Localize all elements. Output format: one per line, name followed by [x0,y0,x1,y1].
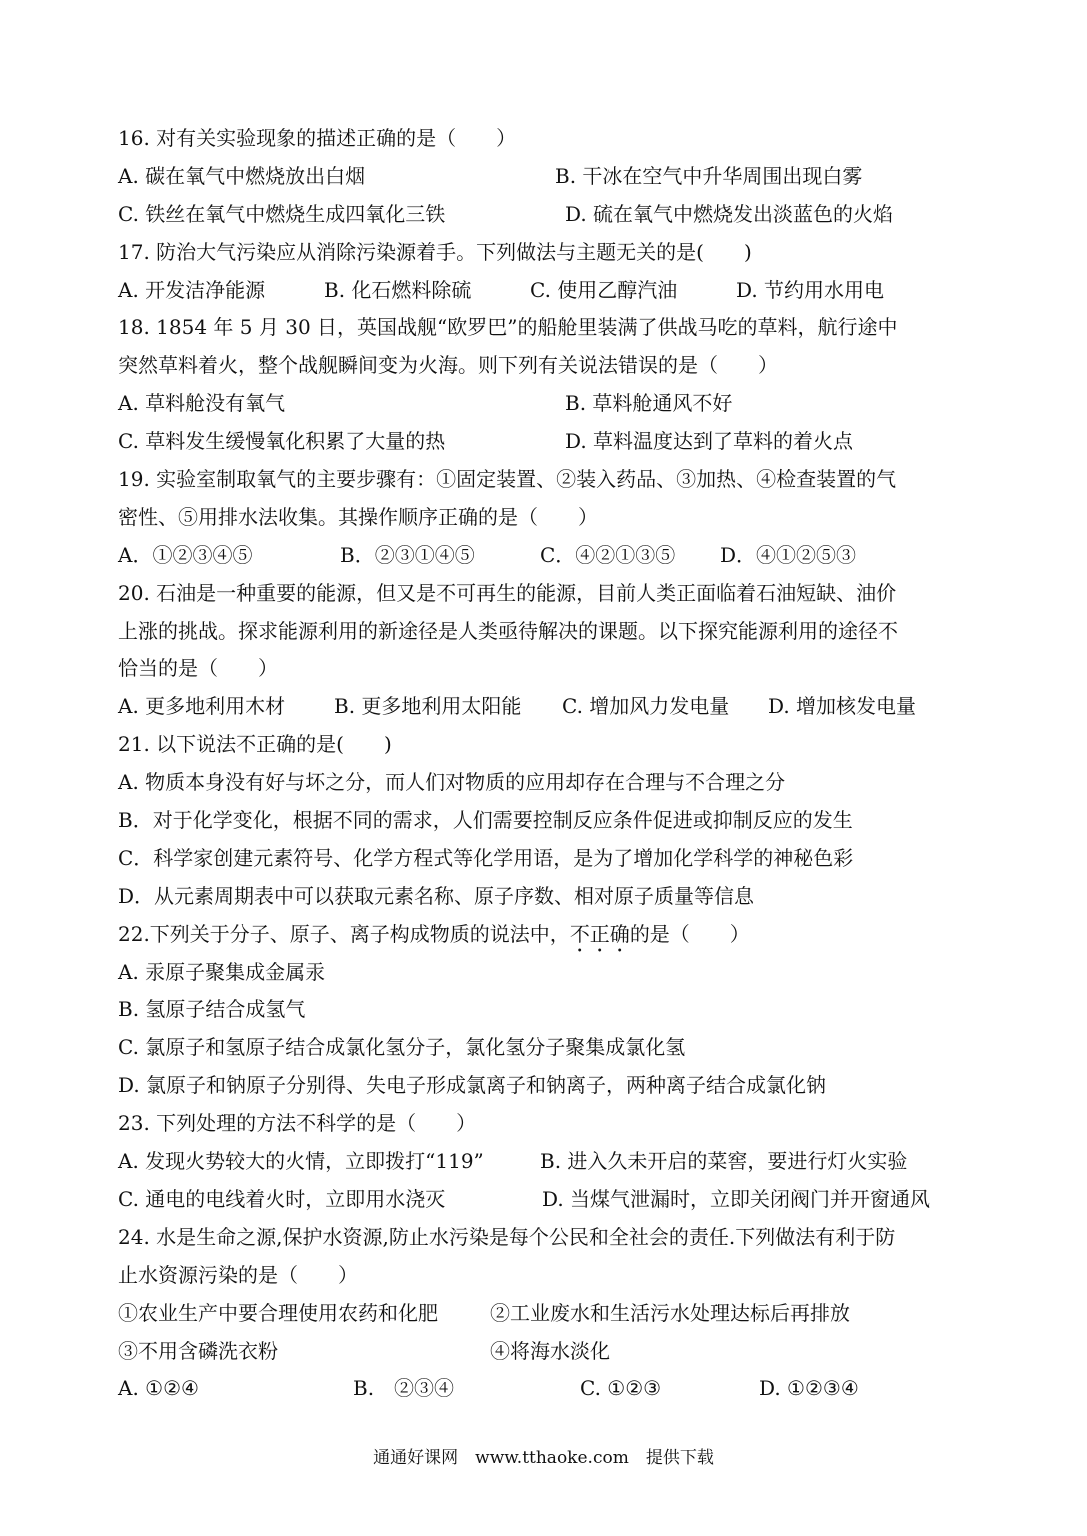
question-19-options [118,537,978,575]
option-a: A. ①②④ [118,1376,199,1401]
question-list [118,120,978,1408]
option-d: D. 草料温度达到了草料的着火点 [565,429,854,454]
question-21-option-b [118,802,978,840]
question-text: 23. 下列处理的方法不科学的是（ ） [118,1111,477,1136]
page-footer: 通通好课网 www.tthaoke.com 提供下载 [373,1448,714,1468]
question-21-option-a [118,764,978,802]
statement-1: ①农业生产中要合理使用农药和化肥 [118,1300,438,1325]
question-22-option-d [118,1067,978,1105]
question-19-stem-line-2 [118,499,978,537]
question-text: 22.下列关于分子、原子、离子构成物质的说法中， [118,921,570,946]
question-text: 20. 石油是一种重要的能源，但又是不可再生的能源，目前人类正面临着石油短缺、油价 [118,580,897,605]
option-d: D. 硫在氧气中燃烧发出淡蓝色的火焰 [565,201,894,226]
question-text: 18. 1854 年 5 月 30 日，英国战舰“欧罗巴”的船舱里装满了供战马吃的草料，航行途中 [118,315,898,340]
option-c: C. 通电的电线着火时，立即用水浇灭 [118,1186,446,1211]
option-c: C. ①②③ [580,1376,662,1401]
question-24-items-row-2 [118,1333,978,1371]
question-24-stem-line-2 [118,1257,978,1295]
option-a: A. 物质本身没有好与坏之分，而人们对物质的应用却存在合理与不合理之分 [118,770,786,795]
question-19-stem-line-1 [118,461,978,499]
question-text: 19. 实验室制取氧气的主要步骤有：①固定装置、②装入药品、③加热、④检查装置的气 [118,467,897,492]
question-text: 16. 对有关实验现象的描述正确的是（ ） [118,126,517,150]
emphasized-text: 不正确 [569,921,630,946]
question-24-options [118,1370,978,1408]
option-b: B. 氢原子结合成氢气 [118,997,306,1022]
option-a: A. 草料舱没有氧气 [118,391,286,416]
question-22-option-c [118,1029,978,1067]
question-16-options-row-1 [118,158,978,196]
option-a: A. 汞原子聚集成金属汞 [118,959,326,984]
question-20-stem-line-3 [118,650,978,688]
question-24-stem-line-1 [118,1219,978,1257]
option-c: C. 增加风力发电量 [562,694,730,719]
option-c: C. 使用乙醇汽油 [530,277,678,302]
option-c: C. 铁丝在氧气中燃烧生成四氧化三铁 [118,201,446,226]
option-b: B. 草料舱通风不好 [565,391,733,416]
question-text: 上涨的挑战。探求能源利用的新途径是人类亟待解决的课题。以下探究能源利用的途径不 [118,618,898,643]
question-text: 24. 水是生命之源,保护水资源,防止水污染是每个公民和全社会的责任.下列做法有利于防 [118,1224,896,1249]
question-text: 突然草料着火，整个战舰瞬间变为火海。则下列有关说法错误的是（ ） [118,353,778,378]
question-23-options-row-2 [118,1181,978,1219]
option-b: B. 化石燃料除硫 [324,277,472,302]
question-text: 恰当的是（ ） [118,656,278,681]
option-c: C．④②①③⑤ [540,542,676,567]
question-22-stem [118,916,978,954]
question-text: 17. 防治大气污染应从消除污染源着手。下列做法与主题无关的是( ) [118,239,752,264]
option-b: B．对于化学变化，根据不同的需求，人们需要控制反应条件促进或抑制反应的发生 [118,808,853,833]
question-24-items-row-1 [118,1295,978,1333]
question-text: 的是（ ） [629,921,750,946]
question-22-option-b [118,991,978,1029]
option-c: C. 氯原子和氢原子结合成氯化氢分子，氯化氢分子聚集成氯化氢 [118,1035,686,1060]
option-b: B. 更多地利用太阳能 [334,694,522,719]
statement-4: ④将海水淡化 [490,1338,610,1363]
statement-2: ②工业废水和生活污水处理达标后再排放 [490,1300,850,1325]
statement-3: ③不用含磷洗衣粉 [118,1338,278,1363]
question-20-options [118,688,978,726]
option-a: A. 碳在氧气中燃烧放出白烟 [118,163,366,188]
option-d: D．④①②⑤③ [720,542,857,567]
option-c: C. 草料发生缓慢氧化积累了大量的热 [118,429,446,454]
question-23-options-row-1 [118,1143,978,1181]
question-21-option-d [118,878,978,916]
option-a: A．①②③④⑤ [118,542,253,567]
question-20-stem-line-2 [118,613,978,651]
option-c: C．科学家创建元素符号、化学方程式等化学用语，是为了增加化学科学的神秘色彩 [118,845,854,870]
option-b: B. ②③④ [353,1376,455,1401]
option-d: D. ①②③④ [759,1376,859,1401]
option-a: A. 发现火势较大的火情，立即拨打“119” [118,1149,484,1174]
question-text: 止水资源污染的是（ ） [118,1262,358,1287]
question-22-option-a [118,954,978,992]
question-18-stem-line-2 [118,347,978,385]
question-21-stem [118,726,978,764]
option-d: D. 节约用水用电 [736,277,885,302]
option-b: B. 干冰在空气中升华周围出现白雾 [555,163,863,188]
question-21-option-c [118,840,978,878]
question-16-stem [118,120,978,158]
question-18-stem-line-1 [118,309,978,347]
question-16-options-row-2 [118,196,978,234]
question-18-options-row-2 [118,423,978,461]
option-d: D. 当煤气泄漏时，立即关闭阀门并开窗通风 [542,1186,931,1211]
option-d: D. 增加核发电量 [768,694,917,719]
option-d: D．从元素周期表中可以获取元素名称、原子序数、相对原子质量等信息 [118,883,755,908]
option-d: D. 氯原子和钠原子分别得、失电子形成氯离子和钠离子，两种离子结合成氯化钠 [118,1073,827,1098]
question-23-stem [118,1105,978,1143]
question-17-options [118,272,978,310]
question-20-stem-line-1 [118,575,978,613]
option-b: B．②③①④⑤ [340,542,475,567]
option-b: B. 进入久未开启的菜窖，要进行灯火实验 [540,1149,908,1174]
option-a: A. 更多地利用木材 [118,694,286,719]
option-a: A. 开发洁净能源 [118,277,266,302]
question-18-options-row-1 [118,385,978,423]
question-text: 密性、⑤用排水法收集。其操作顺序正确的是（ ） [118,504,598,529]
question-17-stem [118,234,978,272]
question-text: 21. 以下说法不正确的是( ) [118,732,392,757]
